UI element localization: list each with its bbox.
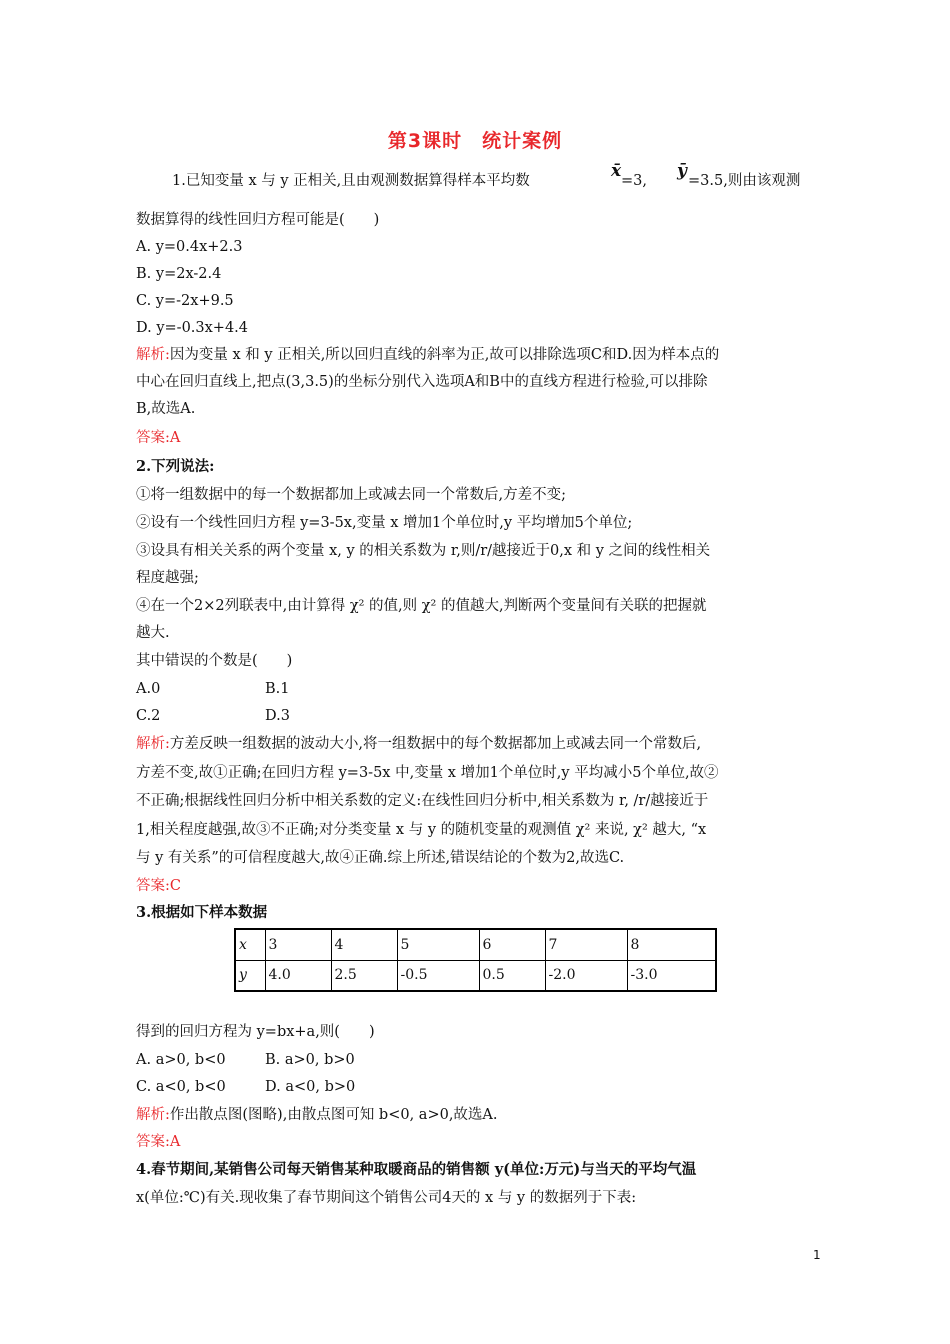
q2-option-d: D.3 <box>265 708 290 724</box>
answer-value: A <box>169 430 181 446</box>
q1-ybar-value: =3.5,则由该观测 <box>688 173 801 189</box>
table-cell: 7 <box>545 929 627 960</box>
q4-stem-line1: 4.春节期间,某销售公司每天销售某种取暖商品的销售额 y(单位:万元)与当天的平均气温 <box>136 1161 697 1178</box>
q1-ybar-symbol: ȳ <box>677 161 687 181</box>
q3-option-d: D. a<0, b>0 <box>265 1079 356 1095</box>
q2-analysis-line2: 方差不变,故①正确;在回归方程 y=3-5x 中,变量 x 增加1个单位时,y 平均减小5个单位,故② <box>136 765 719 781</box>
q2-item-4-cont: 越大. <box>136 625 170 641</box>
q2-item-2: ②设有一个线性回归方程 y=3-5x,变量 x 增加1个单位时,y 平均增加5个单位; <box>136 515 633 531</box>
analysis-label: 解析: <box>136 347 170 363</box>
q2-analysis-line1: 解析:方差反映一组数据的波动大小,将一组数据中的每个数据都加上或减去同一个常数后, <box>136 736 702 752</box>
answer-value: A <box>169 1134 181 1150</box>
page-title: 第3课时 统计案例 <box>387 130 563 152</box>
analysis-label: 解析: <box>136 736 170 752</box>
q3-analysis: 解析:作出散点图(图略),由散点图可知 b<0, a>0,故选A. <box>136 1107 498 1123</box>
q3-option-a: A. a>0, b<0 <box>136 1052 226 1068</box>
table-row <box>235 929 716 960</box>
q2-analysis-line3: 不正确;根据线性回归分析中相关系数的定义:在线性回归分析中,相关系数为 r, /r/越接近于 <box>136 793 709 809</box>
table-cell: 2.5 <box>331 960 397 991</box>
answer-label: 答案: <box>136 1134 170 1150</box>
q2-analysis-line4: 1,相关程度越强,故③不正确;对分类变量 x 与 y 的随机变量的观测值 χ² 来说, χ² 越大, “x <box>136 822 707 838</box>
q2-answer <box>136 876 181 896</box>
q1-xbar-value: =3, <box>621 173 647 189</box>
q3-option-c: C. a<0, b<0 <box>136 1079 226 1095</box>
table-cell: 3 <box>265 929 331 960</box>
q3-question: 得到的回归方程为 y=bx+a,则( ) <box>136 1024 375 1040</box>
table-cell: 5 <box>397 929 479 960</box>
answer-label: 答案: <box>136 430 170 446</box>
q3-head: 3.根据如下样本数据 <box>136 904 268 921</box>
q1-option-c: C. y=-2x+9.5 <box>136 293 234 309</box>
analysis-label: 解析: <box>136 1107 170 1123</box>
q1-option-a: A. y=0.4x+2.3 <box>136 239 243 255</box>
q1-analysis-line2: 中心在回归直线上,把点(3,3.5)的坐标分别代入选项A和B中的直线方程进行检验,可以排除 <box>136 374 708 390</box>
q2-option-a: A.0 <box>136 681 161 697</box>
table-cell: 0.5 <box>479 960 545 991</box>
table-cell: y <box>235 960 265 991</box>
table-cell: -0.5 <box>397 960 479 991</box>
q3-option-b: B. a>0, b>0 <box>265 1052 355 1068</box>
table-cell: -2.0 <box>545 960 627 991</box>
table-cell: -3.0 <box>627 960 716 991</box>
answer-value: C <box>169 878 181 894</box>
table-cell: 6 <box>479 929 545 960</box>
q1-analysis-line3: B,故选A. <box>136 401 196 417</box>
q1-xbar-symbol: x̄ <box>611 161 622 181</box>
q2-item-4: ④在一个2×2列联表中,由计算得 χ² 的值,则 χ² 的值越大,判断两个变量间有关联的把握就 <box>136 598 707 614</box>
table-row <box>235 960 716 991</box>
q3-answer <box>136 1132 180 1152</box>
q2-item-3: ③设具有相关关系的两个变量 x, y 的相关系数为 r,则/r/越接近于0,x 和 y 之间的线性相关 <box>136 543 711 559</box>
answer-label: 答案: <box>136 878 170 894</box>
q1-stem-line2: 数据算得的线性回归方程可能是( ) <box>136 212 380 228</box>
q2-option-b: B.1 <box>265 681 290 697</box>
q2-question: 其中错误的个数是( ) <box>136 653 293 669</box>
q2-analysis-line5: 与 y 有关系”的可信程度越大,故④正确.综上所述,错误结论的个数为2,故选C. <box>136 850 625 866</box>
q4-stem-line2: x(单位:℃)有关.现收集了春节期间这个销售公司4天的 x 与 y 的数据列于下表: <box>136 1190 637 1206</box>
q1-option-d: D. y=-0.3x+4.4 <box>136 320 249 336</box>
q1-stem-line1: 1.已知变量 x 与 y 正相关,且由观测数据算得样本平均数 <box>172 173 530 189</box>
table-cell: 8 <box>627 929 716 960</box>
q2-option-c: C.2 <box>136 708 161 724</box>
page-number: 1 <box>813 1248 821 1262</box>
table-cell: x <box>235 929 265 960</box>
table-cell: 4.0 <box>265 960 331 991</box>
q2-item-3-cont: 程度越强; <box>136 570 199 586</box>
table-cell: 4 <box>331 929 397 960</box>
q2-item-1: ①将一组数据中的每一个数据都加上或减去同一个常数后,方差不变; <box>136 487 566 503</box>
q2-head: 2.下列说法: <box>136 458 215 475</box>
q1-option-b: B. y=2x-2.4 <box>136 266 222 282</box>
q1-analysis-line1: 解析:因为变量 x 和 y 正相关,所以回归直线的斜率为正,故可以排除选项C和D.因为样本点的 <box>136 347 720 363</box>
sample-data-table <box>234 928 717 992</box>
q1-answer <box>136 428 180 448</box>
